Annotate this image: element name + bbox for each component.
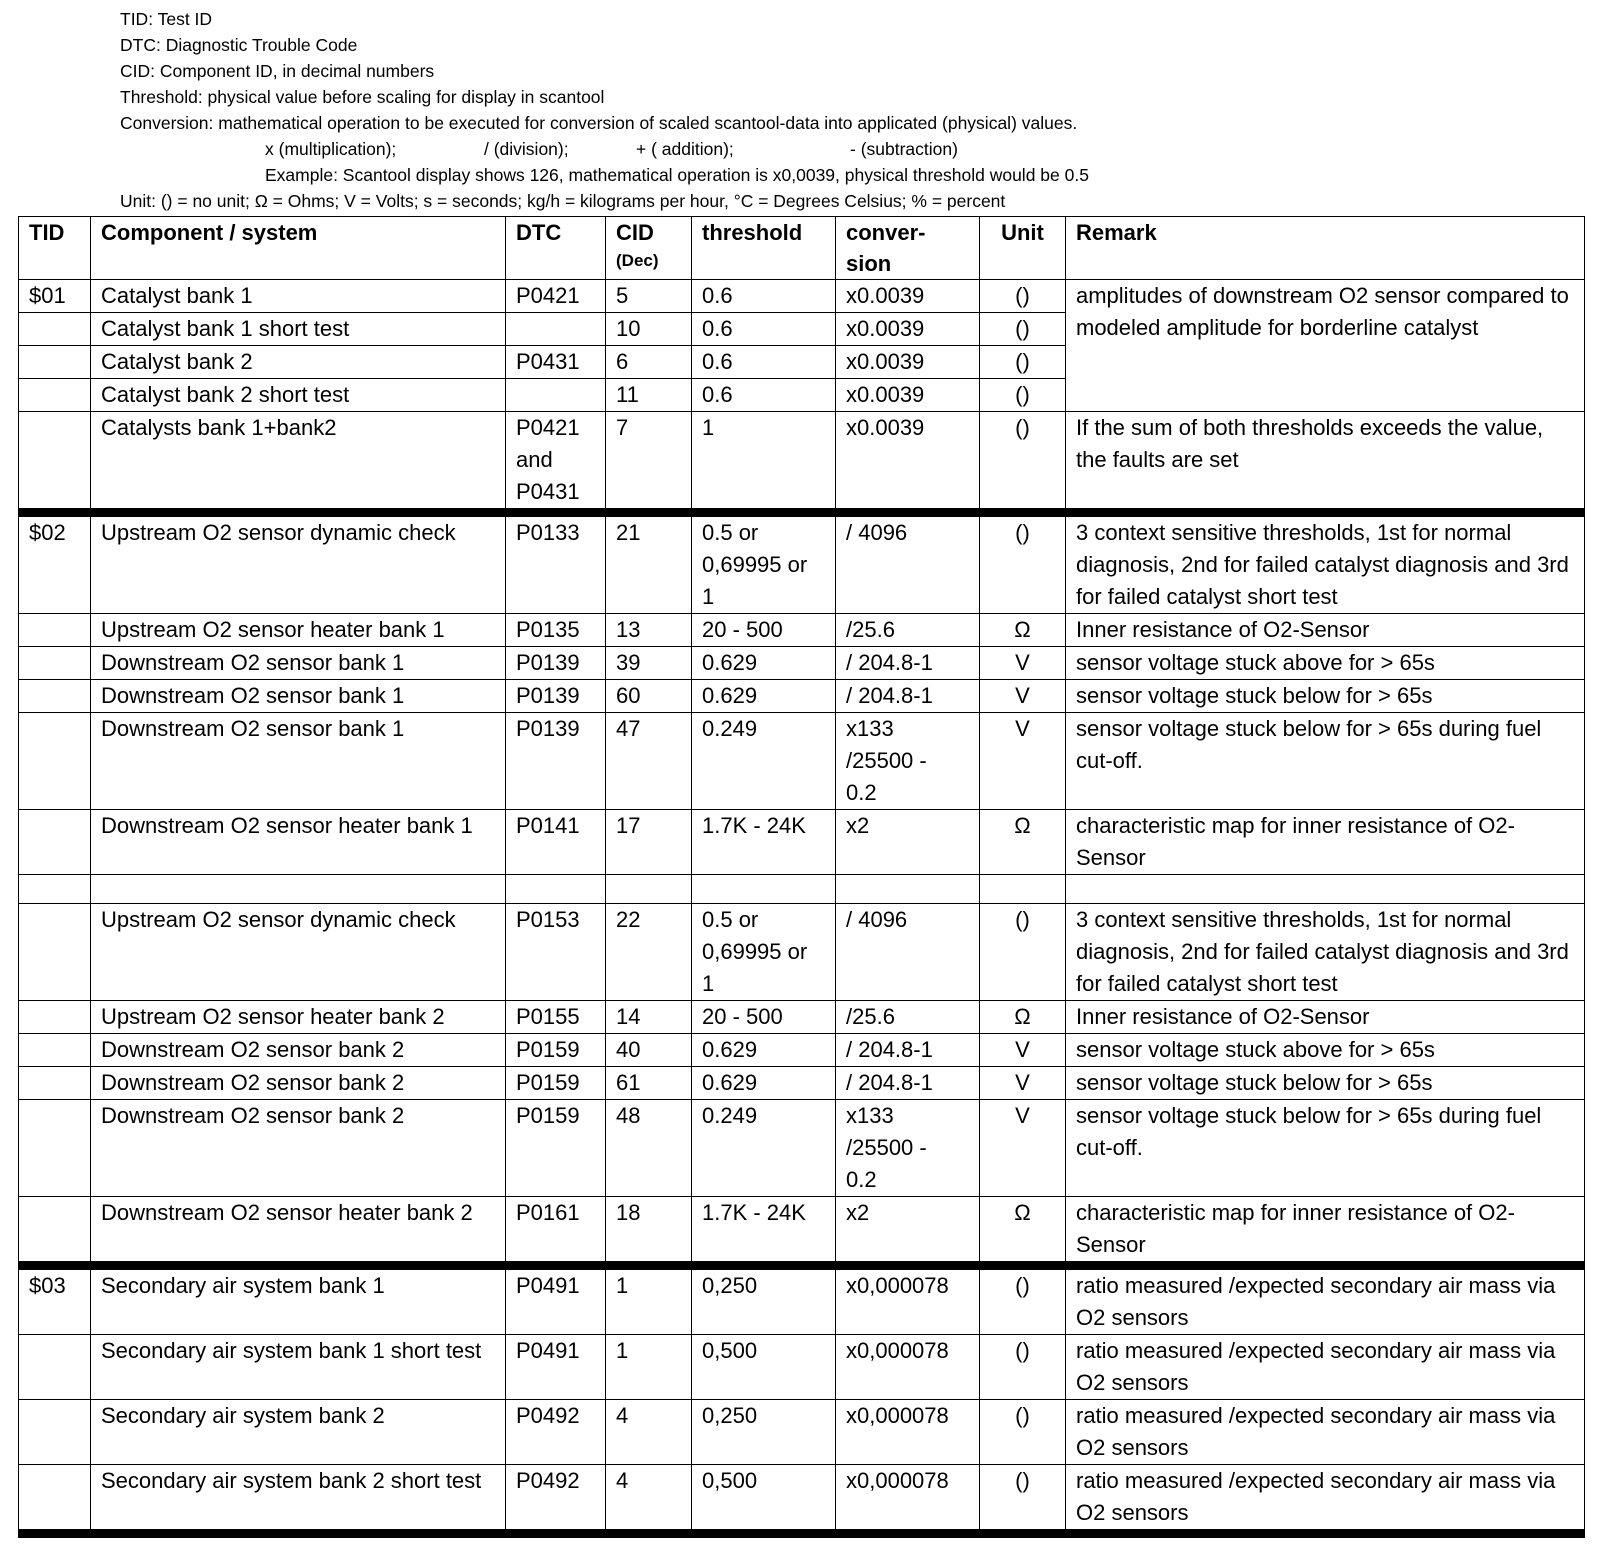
cell-threshold: 0,500 <box>692 1465 836 1534</box>
header-tid: TID <box>19 217 91 280</box>
cell-tid <box>19 1001 91 1034</box>
header-cid <box>606 217 692 280</box>
cell-conversion: x0.0039 <box>836 412 980 513</box>
cell-component: Upstream O2 sensor dynamic check <box>91 513 506 614</box>
legend-tid: TID: Test ID <box>120 9 213 29</box>
cell-unit: V <box>980 1067 1066 1100</box>
table-row <box>19 904 1585 1001</box>
cell-threshold: 0,250 <box>692 1400 836 1465</box>
table-row <box>19 1067 1585 1100</box>
cell-remark: 3 context sensitive thresholds, 1st for normal diagnosis, 2nd for failed catalyst diagnosis and 3rd for failed catalyst short test <box>1066 513 1585 614</box>
cell-threshold: 1.7K - 24K <box>692 1197 836 1266</box>
cell-dtc: P0159 <box>506 1067 606 1100</box>
cell-unit: () <box>980 313 1066 346</box>
empty-cell <box>19 875 91 904</box>
cell-dtc: P0491 <box>506 1335 606 1400</box>
table-row <box>19 647 1585 680</box>
cell-dtc: P0133 <box>506 513 606 614</box>
cell-threshold: 0.6 <box>692 379 836 412</box>
legend-cid: CID: Component ID, in decimal numbers <box>120 61 435 81</box>
legend <box>120 6 1089 214</box>
cell-dtc: P0153 <box>506 904 606 1001</box>
cell-unit: V <box>980 647 1066 680</box>
cell-threshold: 0.629 <box>692 647 836 680</box>
cell-remark: sensor voltage stuck above for > 65s <box>1066 647 1585 680</box>
table-row <box>19 412 1585 513</box>
header-component: Component / system <box>91 217 506 280</box>
cell-conversion: / 204.8-1 <box>836 647 980 680</box>
cell-unit: () <box>980 412 1066 513</box>
table-row <box>19 810 1585 875</box>
cell-dtc: P0492 <box>506 1465 606 1534</box>
cell-tid <box>19 412 91 513</box>
cell-tid <box>19 713 91 810</box>
cell-unit: () <box>980 1335 1066 1400</box>
cell-tid: $01 <box>19 280 91 313</box>
cell-cid: 13 <box>606 614 692 647</box>
cell-cid: 17 <box>606 810 692 875</box>
cell-threshold: 20 - 500 <box>692 1001 836 1034</box>
empty-cell <box>506 875 606 904</box>
cell-threshold: 0,250 <box>692 1266 836 1335</box>
cell-unit: () <box>980 346 1066 379</box>
cell-remark: characteristic map for inner resistance of O2-Sensor <box>1066 810 1585 875</box>
cell-conversion: / 4096 <box>836 513 980 614</box>
cell-tid <box>19 313 91 346</box>
cell-dtc: P0159 <box>506 1034 606 1067</box>
cell-threshold: 1.7K - 24K <box>692 810 836 875</box>
cell-unit: V <box>980 680 1066 713</box>
cell-dtc: P0421 and P0431 <box>506 412 606 513</box>
cell-dtc: P0139 <box>506 680 606 713</box>
cell-unit: () <box>980 513 1066 614</box>
table-row <box>19 1465 1585 1534</box>
table-row <box>19 614 1585 647</box>
legend-op-addition: + ( addition); <box>636 139 734 159</box>
cell-tid <box>19 1465 91 1534</box>
cell-conversion: x0,000078 <box>836 1465 980 1534</box>
cell-unit: Ω <box>980 1197 1066 1266</box>
table-row <box>19 1335 1585 1400</box>
cell-conversion: / 204.8-1 <box>836 1067 980 1100</box>
cell-cid: 5 <box>606 280 692 313</box>
cell-dtc: P0141 <box>506 810 606 875</box>
cell-component: Catalyst bank 2 <box>91 346 506 379</box>
cell-remark: sensor voltage stuck below for > 65s <box>1066 680 1585 713</box>
cell-component: Secondary air system bank 2 <box>91 1400 506 1465</box>
cell-conversion: x0.0039 <box>836 379 980 412</box>
cell-tid: $03 <box>19 1266 91 1335</box>
cell-tid <box>19 1100 91 1197</box>
cell-threshold: 0,500 <box>692 1335 836 1400</box>
empty-cell <box>1066 875 1585 904</box>
legend-example: Example: Scantool display shows 126, mathematical operation is x0,0039, physical threshold would be 0.5 <box>265 165 1089 185</box>
legend-threshold: Threshold: physical value before scaling for display in scantool <box>120 87 605 107</box>
legend-operations <box>120 136 1089 162</box>
test-table <box>18 216 1585 1538</box>
cell-threshold: 0.5 or 0,69995 or 1 <box>692 513 836 614</box>
cell-component: Downstream O2 sensor heater bank 2 <box>91 1197 506 1266</box>
cell-unit: () <box>980 379 1066 412</box>
cell-component: Downstream O2 sensor bank 1 <box>91 713 506 810</box>
table-row <box>19 1100 1585 1197</box>
cell-component: Downstream O2 sensor bank 2 <box>91 1067 506 1100</box>
cell-component: Secondary air system bank 2 short test <box>91 1465 506 1534</box>
cell-unit: () <box>980 1400 1066 1465</box>
cell-tid <box>19 1400 91 1465</box>
cell-tid <box>19 1067 91 1100</box>
cell-unit: () <box>980 280 1066 313</box>
cell-cid: 4 <box>606 1400 692 1465</box>
empty-cell <box>606 875 692 904</box>
cell-dtc: P0492 <box>506 1400 606 1465</box>
cell-tid <box>19 614 91 647</box>
table-row <box>19 713 1585 810</box>
cell-threshold: 0.5 or 0,69995 or 1 <box>692 904 836 1001</box>
cell-unit: V <box>980 1100 1066 1197</box>
header-row <box>19 217 1585 280</box>
cell-conversion: x0.0039 <box>836 280 980 313</box>
empty-cell <box>836 875 980 904</box>
cell-threshold: 0.6 <box>692 313 836 346</box>
cell-tid <box>19 1335 91 1400</box>
cell-remark: sensor voltage stuck below for > 65s <box>1066 1067 1585 1100</box>
cell-tid <box>19 904 91 1001</box>
legend-dtc: DTC: Diagnostic Trouble Code <box>120 35 358 55</box>
cell-unit: Ω <box>980 1001 1066 1034</box>
cell-dtc: P0139 <box>506 713 606 810</box>
table-row <box>19 1400 1585 1465</box>
cell-component: Catalyst bank 1 short test <box>91 313 506 346</box>
cell-component: Downstream O2 sensor bank 2 <box>91 1034 506 1067</box>
cell-cid: 60 <box>606 680 692 713</box>
cell-conversion: x133 /25500 - 0.2 <box>836 1100 980 1197</box>
cell-cid: 10 <box>606 313 692 346</box>
cell-threshold: 0.6 <box>692 346 836 379</box>
cell-remark: ratio measured /expected secondary air mass via O2 sensors <box>1066 1400 1585 1465</box>
cell-component: Downstream O2 sensor bank 2 <box>91 1100 506 1197</box>
header-threshold: threshold <box>692 217 836 280</box>
cell-tid <box>19 647 91 680</box>
cell-component: Upstream O2 sensor heater bank 2 <box>91 1001 506 1034</box>
legend-conversion: Conversion: mathematical operation to be executed for conversion of scaled scantool-data into applicated (physical) values. <box>120 113 1078 133</box>
cell-dtc: P0159 <box>506 1100 606 1197</box>
cell-conversion: / 4096 <box>836 904 980 1001</box>
cell-cid: 14 <box>606 1001 692 1034</box>
cell-remark: ratio measured /expected secondary air mass via O2 sensors <box>1066 1465 1585 1534</box>
table-row <box>19 1001 1585 1034</box>
cell-unit: () <box>980 904 1066 1001</box>
empty-cell <box>692 875 836 904</box>
cell-remark: ratio measured /expected secondary air mass via O2 sensors <box>1066 1335 1585 1400</box>
cell-component: Downstream O2 sensor bank 1 <box>91 680 506 713</box>
cell-unit: Ω <box>980 810 1066 875</box>
cell-conversion: / 204.8-1 <box>836 680 980 713</box>
cell-cid: 22 <box>606 904 692 1001</box>
cell-dtc: P0491 <box>506 1266 606 1335</box>
cell-conversion: x0,000078 <box>836 1400 980 1465</box>
cell-dtc: P0431 <box>506 346 606 379</box>
cell-cid: 1 <box>606 1266 692 1335</box>
empty-cell <box>91 875 506 904</box>
cell-conversion: x0.0039 <box>836 346 980 379</box>
cell-component: Downstream O2 sensor heater bank 1 <box>91 810 506 875</box>
cell-threshold: 0.629 <box>692 680 836 713</box>
header-cid-sub: (Dec) <box>616 251 659 270</box>
cell-threshold: 1 <box>692 412 836 513</box>
cell-conversion: x2 <box>836 810 980 875</box>
cell-cid: 61 <box>606 1067 692 1100</box>
cell-cid: 39 <box>606 647 692 680</box>
cell-cid: 7 <box>606 412 692 513</box>
cell-cid: 48 <box>606 1100 692 1197</box>
cell-component: Upstream O2 sensor dynamic check <box>91 904 506 1001</box>
cell-remark: sensor voltage stuck above for > 65s <box>1066 1034 1585 1067</box>
cell-cid: 1 <box>606 1335 692 1400</box>
legend-op-division: / (division); <box>484 139 569 159</box>
cell-conversion: /25.6 <box>836 1001 980 1034</box>
cell-remark: characteristic map for inner resistance of O2-Sensor <box>1066 1197 1585 1266</box>
cell-unit: () <box>980 1465 1066 1534</box>
cell-conversion: x0.0039 <box>836 313 980 346</box>
header-remark: Remark <box>1066 217 1585 280</box>
cell-threshold: 0.249 <box>692 713 836 810</box>
cell-threshold: 20 - 500 <box>692 614 836 647</box>
cell-dtc <box>506 313 606 346</box>
table-row <box>19 280 1585 313</box>
cell-threshold: 0.629 <box>692 1034 836 1067</box>
legend-unit: Unit: () = no unit; Ω = Ohms; V = Volts; s = seconds; kg/h = kilograms per hour, °C = Degrees Celsius; % = percent <box>120 191 1006 211</box>
cell-cid: 4 <box>606 1465 692 1534</box>
cell-tid <box>19 1197 91 1266</box>
cell-cid: 40 <box>606 1034 692 1067</box>
cell-unit: V <box>980 1034 1066 1067</box>
cell-remark: Inner resistance of O2-Sensor <box>1066 614 1585 647</box>
table-row <box>19 1197 1585 1266</box>
cell-dtc: P0421 <box>506 280 606 313</box>
cell-cid: 47 <box>606 713 692 810</box>
cell-unit: () <box>980 1266 1066 1335</box>
empty-cell <box>980 875 1066 904</box>
cell-conversion: x0,000078 <box>836 1335 980 1400</box>
cell-dtc <box>506 379 606 412</box>
cell-component: Upstream O2 sensor heater bank 1 <box>91 614 506 647</box>
cell-threshold: 0.6 <box>692 280 836 313</box>
cell-dtc: P0161 <box>506 1197 606 1266</box>
cell-threshold: 0.249 <box>692 1100 836 1197</box>
cell-tid <box>19 1034 91 1067</box>
cell-component: Secondary air system bank 1 short test <box>91 1335 506 1400</box>
legend-op-subtraction: - (subtraction) <box>850 139 958 159</box>
cell-component: Catalysts bank 1+bank2 <box>91 412 506 513</box>
cell-component: Catalyst bank 2 short test <box>91 379 506 412</box>
cell-dtc: P0155 <box>506 1001 606 1034</box>
table-row <box>19 513 1585 614</box>
cell-remark: If the sum of both thresholds exceeds the value, the faults are set <box>1066 412 1585 513</box>
cell-component: Secondary air system bank 1 <box>91 1266 506 1335</box>
cell-conversion: x2 <box>836 1197 980 1266</box>
cell-conversion: /25.6 <box>836 614 980 647</box>
legend-op-multiplication: x (multiplication); <box>265 139 397 159</box>
cell-cid: 18 <box>606 1197 692 1266</box>
header-conversion: conver-sion <box>836 217 980 280</box>
cell-tid <box>19 379 91 412</box>
cell-conversion: x0,000078 <box>836 1266 980 1335</box>
cell-remark: sensor voltage stuck below for > 65s during fuel cut-off. <box>1066 1100 1585 1197</box>
cell-remark: Inner resistance of O2-Sensor <box>1066 1001 1585 1034</box>
cell-cid: 21 <box>606 513 692 614</box>
cell-tid <box>19 810 91 875</box>
cell-unit: V <box>980 713 1066 810</box>
cell-conversion: x133 /25500 - 0.2 <box>836 713 980 810</box>
table-row <box>19 1034 1585 1067</box>
cell-tid <box>19 680 91 713</box>
cell-remark: 3 context sensitive thresholds, 1st for normal diagnosis, 2nd for failed catalyst diagnosis and 3rd for failed catalyst short test <box>1066 904 1585 1001</box>
cell-cid: 11 <box>606 379 692 412</box>
cell-component: Downstream O2 sensor bank 1 <box>91 647 506 680</box>
cell-conversion: / 204.8-1 <box>836 1034 980 1067</box>
cell-remark: sensor voltage stuck below for > 65s during fuel cut-off. <box>1066 713 1585 810</box>
cell-tid: $02 <box>19 513 91 614</box>
cell-tid <box>19 346 91 379</box>
table-row <box>19 680 1585 713</box>
header-unit: Unit <box>980 217 1066 280</box>
cell-threshold: 0.629 <box>692 1067 836 1100</box>
cell-remark: amplitudes of downstream O2 sensor compared to modeled amplitude for borderline catalyst <box>1066 280 1585 412</box>
header-cid-label: CID <box>616 220 654 245</box>
cell-unit: Ω <box>980 614 1066 647</box>
table-row <box>19 1266 1585 1335</box>
cell-cid: 6 <box>606 346 692 379</box>
empty-row <box>19 875 1585 904</box>
header-dtc: DTC <box>506 217 606 280</box>
cell-component: Catalyst bank 1 <box>91 280 506 313</box>
cell-remark: ratio measured /expected secondary air mass via O2 sensors <box>1066 1266 1585 1335</box>
cell-dtc: P0135 <box>506 614 606 647</box>
cell-dtc: P0139 <box>506 647 606 680</box>
